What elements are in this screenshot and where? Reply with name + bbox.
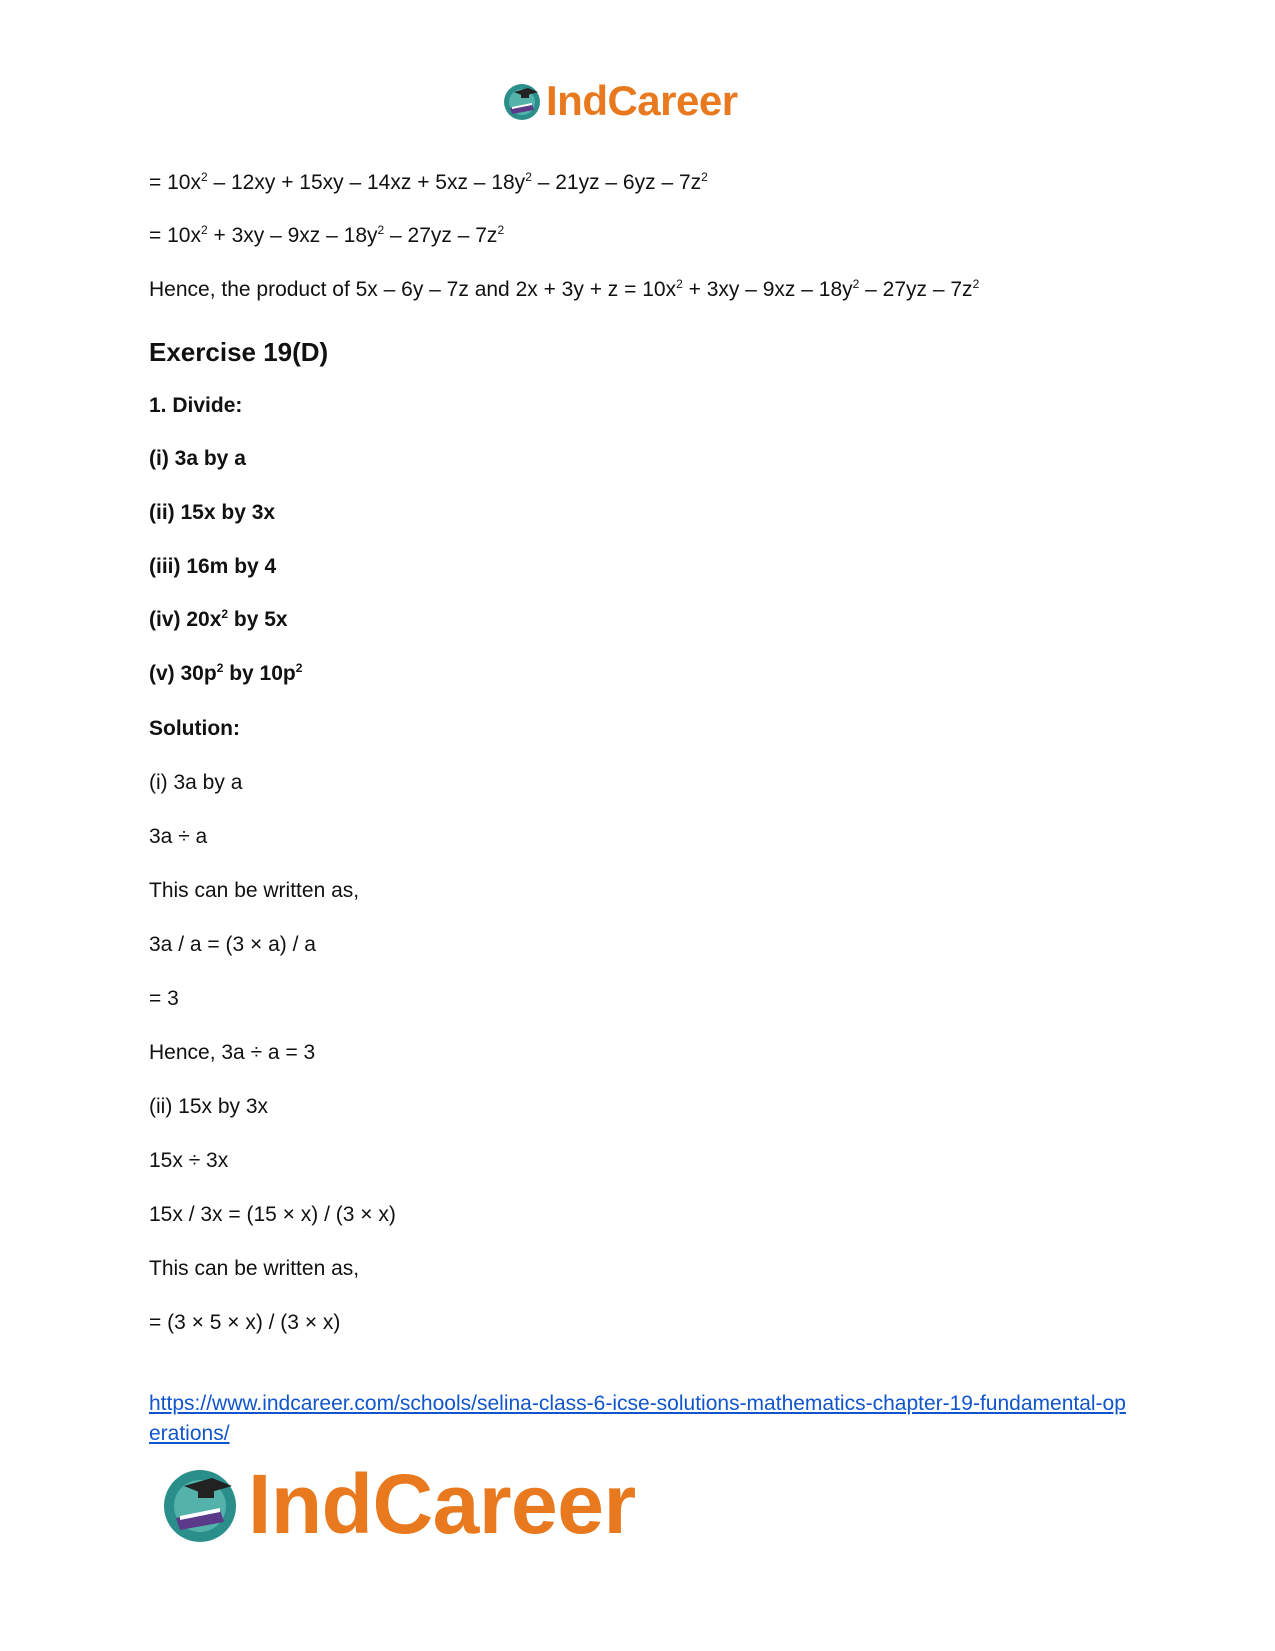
question-part-iv: (iv) $20x^2$ by 5x <box>149 607 288 631</box>
footer-logo <box>160 1457 636 1551</box>
solution-line: = 3 <box>149 987 179 1010</box>
solution-line: 3a / a = (3 × a) / a <box>149 933 316 956</box>
header-logo <box>502 77 738 124</box>
question-part-iii: (iii) 16m by 4 <box>149 555 277 578</box>
question-part-i: (i) 3a by a <box>149 447 246 470</box>
expression-line-2: = $10x^2 + 3xy - 9xz - 18y^2 - 27yz - 7z^2$ <box>149 223 505 247</box>
solution-line: This can be written as, <box>149 879 360 902</box>
book-globe-icon <box>502 80 544 122</box>
question-part-ii: (ii) 15x by 3x <box>149 501 276 524</box>
solution-line: 15x ÷ 3x <box>149 1149 229 1172</box>
solution-label: Solution: <box>149 717 240 740</box>
logo-text: IndCareer <box>546 77 738 124</box>
solution-line: 3a ÷ a <box>149 825 208 848</box>
solution-line: (i) 3a by a <box>149 771 243 794</box>
solution-line: (ii) 15x by 3x <box>149 1095 269 1118</box>
book-globe-icon <box>160 1462 244 1546</box>
solution-line: This can be written as, <box>149 1257 360 1280</box>
logo-text: IndCareer <box>248 1457 636 1551</box>
solution-line: 15x / 3x = (15 × x) / (3 × x) <box>149 1203 396 1226</box>
solution-line: Hence, 3a ÷ a = 3 <box>149 1041 316 1064</box>
expression-line-1: = $10x^2 - 12xy + 15xy - 14xz + 5xz - 18y^2 - 21yz - 6yz - 7z^2$ <box>149 170 708 194</box>
product-conclusion: Hence, the product of 5x – 6y – 7z and $2x + 3y + z = 10x^2 + 3xy - 9xz - 18y^2 - 27yz - 7z^2$ <box>149 277 980 301</box>
source-link[interactable]: https://www.indcareer.com/schools/selina-class-6-icse-solutions-mathematics-chapter-19-fundamental-operations/ <box>149 1392 1126 1445</box>
question-part-v: (v) $30p^2$ by $10p^2$ <box>149 661 303 685</box>
question-title: 1. Divide: <box>149 394 243 417</box>
exercise-heading: Exercise 19(D) <box>149 337 329 367</box>
solution-line: = (3 × 5 × x) / (3 × x) <box>149 1311 341 1334</box>
